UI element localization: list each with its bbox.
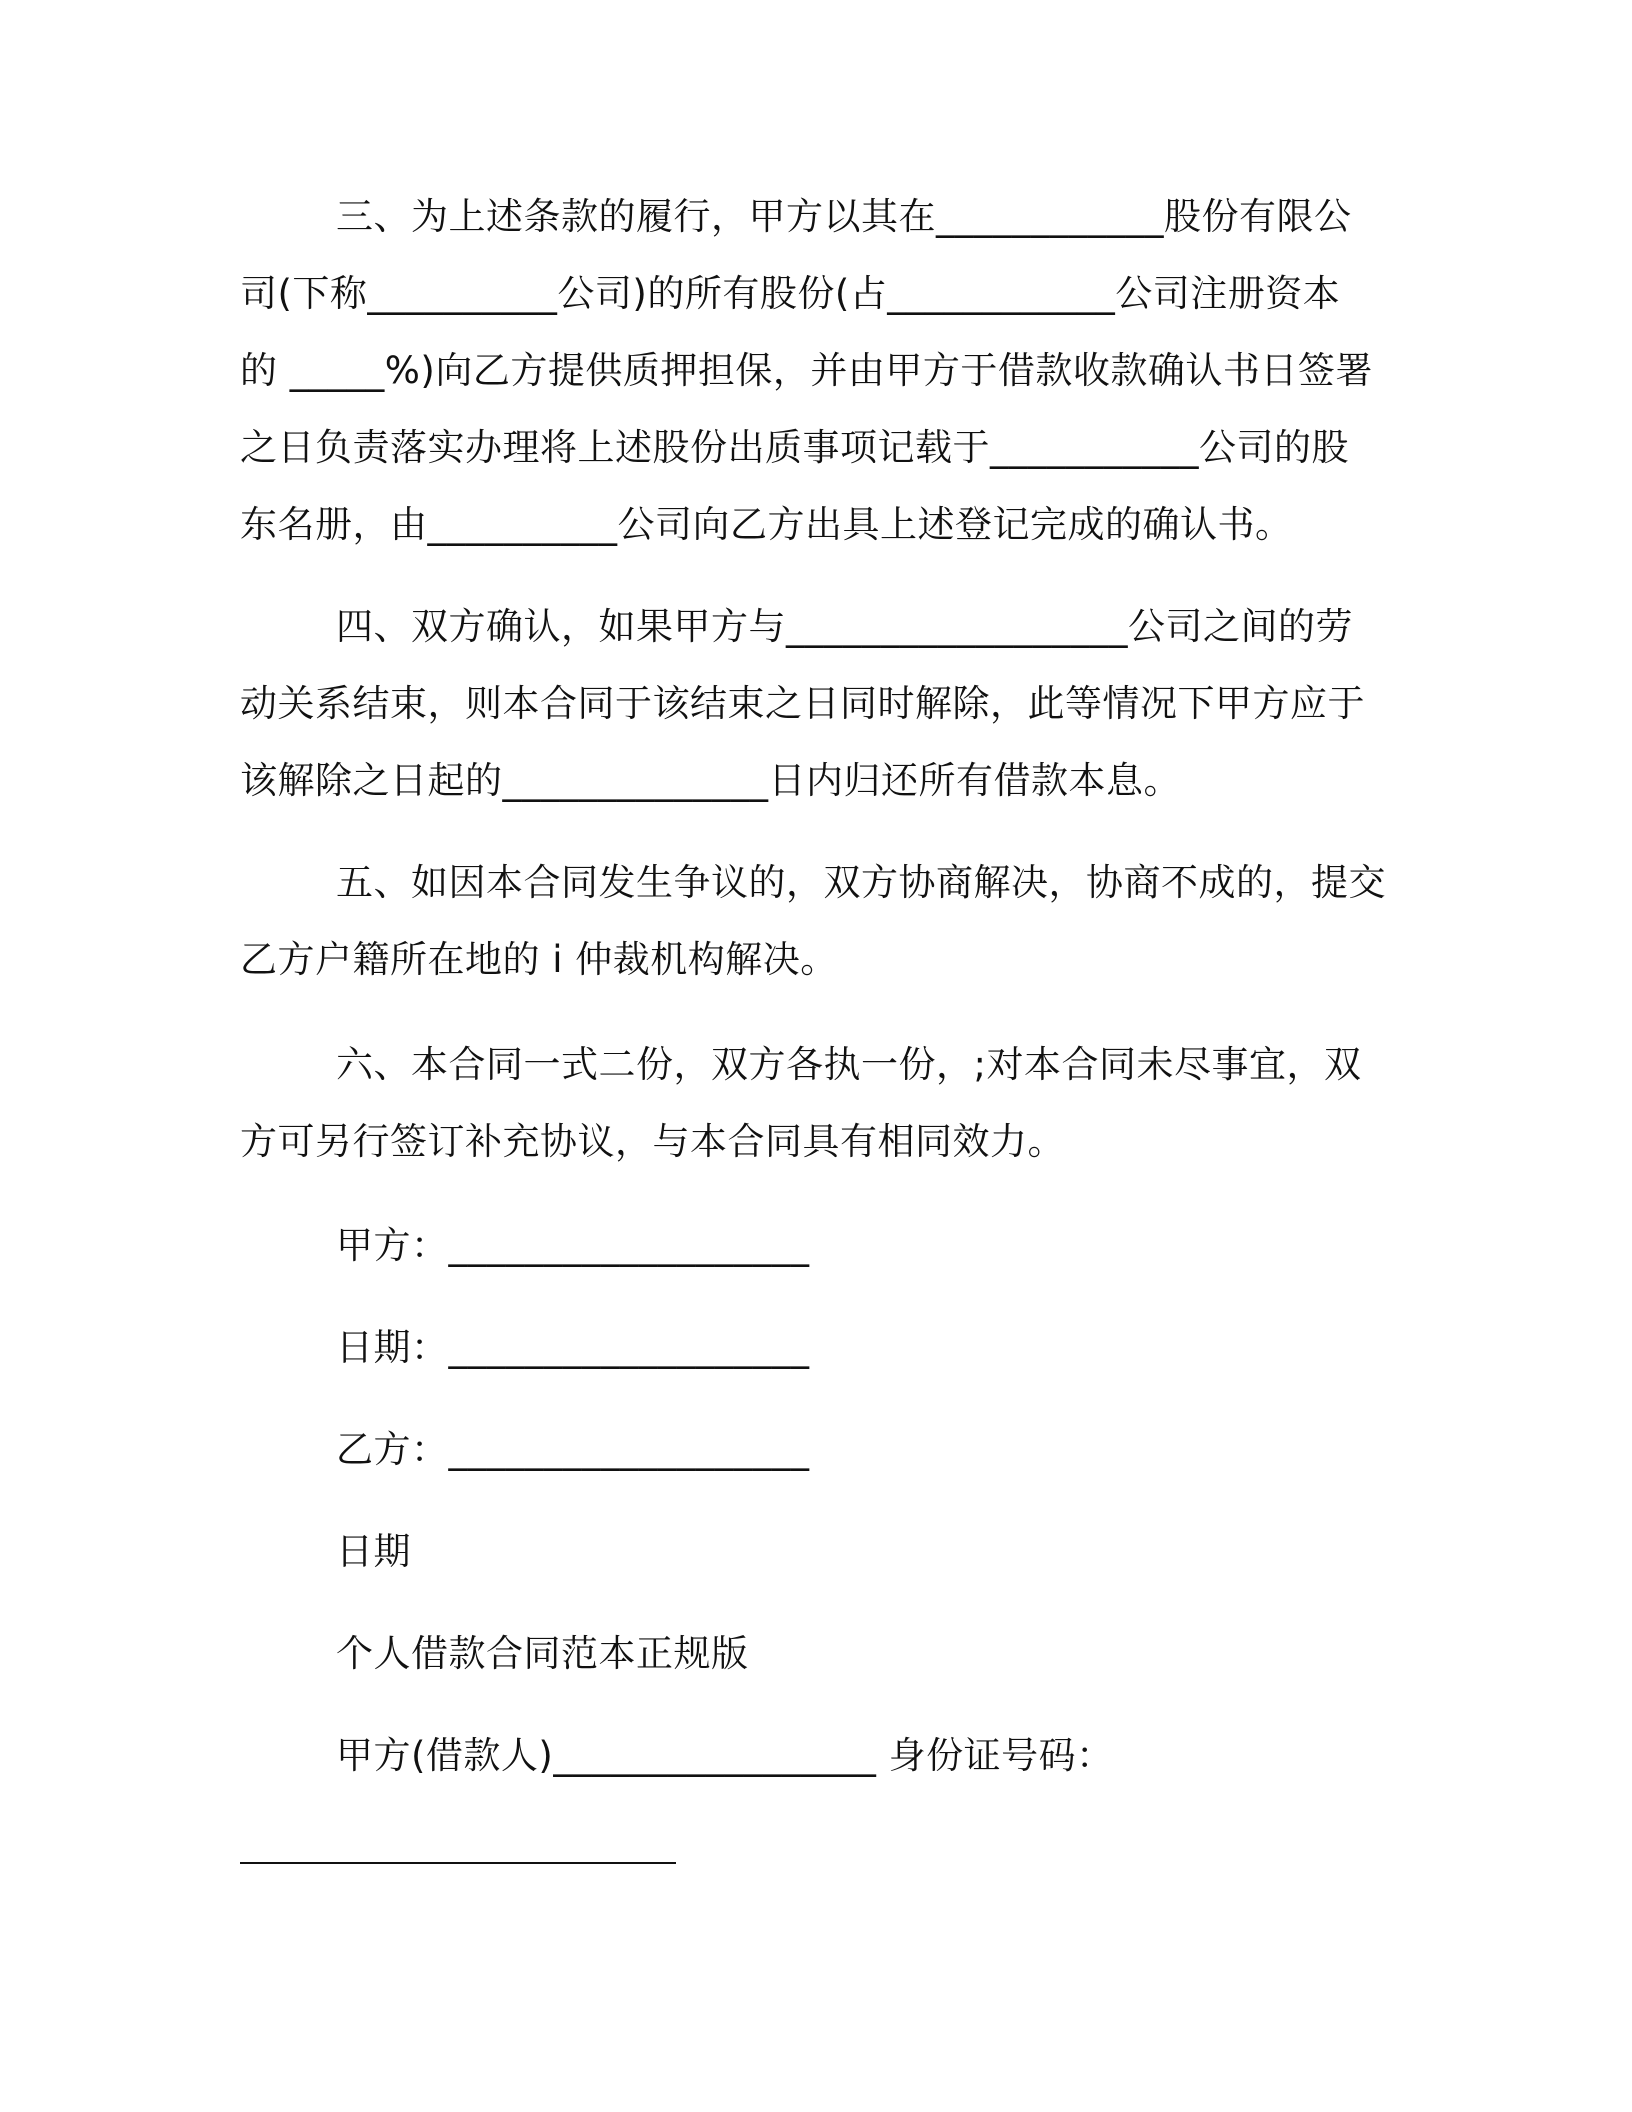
signature-party-b: 乙方：___________________ <box>336 1428 810 1471</box>
clause-3-line-5: 东名册，由__________公司向乙方出具上述登记完成的确认书。 <box>240 503 1293 546</box>
clause-6-line-2: 方可另行签订补充协议，与本合同具有相同效力。 <box>240 1120 1065 1163</box>
clause-3-line-2: 司(下称__________公司)的所有股份(占____________公司注册资本 <box>240 272 1341 315</box>
clause-5-line-2: 乙方户籍所在地的 i 仲裁机构解决。 <box>240 938 838 981</box>
section-title: 个人借款合同范本正规版 <box>336 1632 749 1675</box>
borrower-line: 甲方(借款人)_________________ 身份证号码： <box>336 1734 1114 1777</box>
id-number-blank-line <box>240 1862 676 1864</box>
clause-5-line-1: 五、如因本合同发生争议的，双方协商解决，协商不成的，提交 <box>336 861 1386 904</box>
signature-party-a: 甲方：___________________ <box>336 1224 810 1267</box>
signature-date-1: 日期：___________________ <box>336 1326 810 1369</box>
clause-3-line-1: 三、为上述条款的履行，甲方以其在____________股份有限公 <box>336 195 1352 238</box>
clause-4-line-2: 动关系结束，则本合同于该结束之日同时解除，此等情况下甲方应于 <box>240 682 1365 725</box>
clause-4-line-3: 该解除之日起的______________日内归还所有借款本息。 <box>240 759 1181 802</box>
clause-6-line-1: 六、本合同一式二份，双方各执一份，;对本合同未尽事宜，双 <box>336 1043 1362 1086</box>
clause-3-line-4: 之日负责落实办理将上述股份出质事项记载于___________公司的股 <box>240 426 1349 469</box>
clause-4-line-1: 四、双方确认，如果甲方与__________________公司之间的劳 <box>336 605 1353 648</box>
clause-3-line-3: 的 _____%)向乙方提供质押担保，并由甲方于借款收款确认书日签署 <box>240 349 1373 392</box>
signature-date-2: 日期 <box>336 1530 411 1573</box>
